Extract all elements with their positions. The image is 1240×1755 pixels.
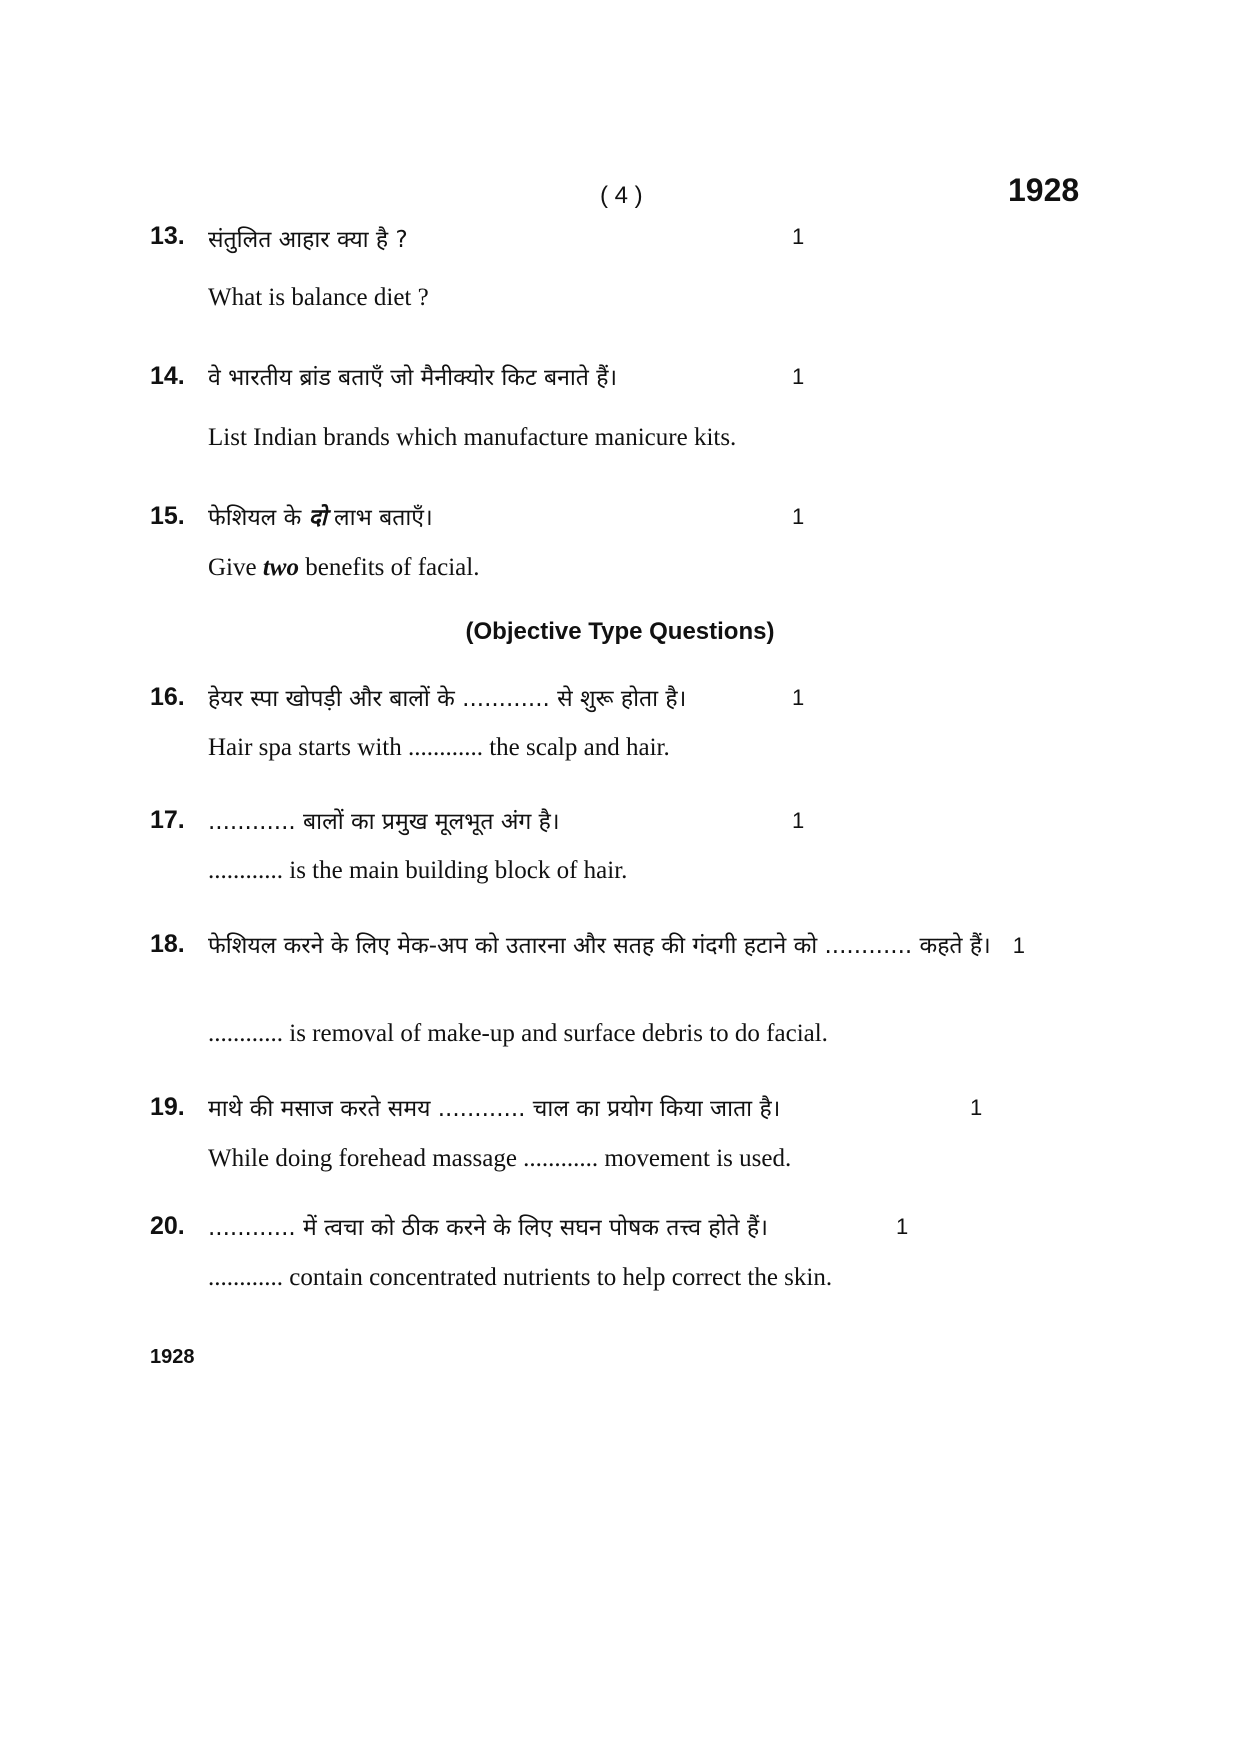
question-number: 14. bbox=[150, 362, 185, 390]
footer-paper-code: 1928 bbox=[150, 1346, 195, 1368]
question-hindi: वे भारतीय ब्रांड बताएँ जो मैनीक्योर किट बनाते हैं। bbox=[208, 365, 618, 391]
question-marks: 1 bbox=[792, 808, 805, 833]
question-number: 16. bbox=[150, 683, 185, 711]
page-number: ( 4 ) bbox=[600, 182, 643, 209]
question-english: ............ contain concentrated nutrients to help correct the skin. bbox=[208, 1264, 833, 1291]
question-hindi: माथे की मसाज करते समय ............ चाल का प्रयोग किया जाता है। bbox=[208, 1096, 781, 1122]
emphasis-word: दो bbox=[308, 505, 327, 531]
paper-code: 1928 bbox=[1008, 172, 1080, 208]
emphasis-word: two bbox=[262, 554, 299, 581]
question-hindi bbox=[208, 500, 433, 532]
question-hindi-part: लाभ बताएँ। bbox=[334, 505, 433, 531]
question-marks: 1 bbox=[792, 685, 805, 710]
question-english-part: Give bbox=[208, 554, 257, 581]
question-english: List Indian brands which manufacture manicure kits. bbox=[208, 424, 737, 451]
question-english: Hair spa starts with ............ the scalp and hair. bbox=[208, 734, 670, 761]
question-marks: 1 bbox=[896, 1214, 909, 1239]
question-hindi: हेयर स्पा खोपड़ी और बालों के ............ से शुरू होता है। bbox=[208, 686, 687, 712]
question-hindi: संतुलित आहार क्या है ? bbox=[208, 227, 408, 253]
question-english: ............ is removal of make-up and surface debris to do facial. bbox=[208, 1020, 828, 1047]
question-marks: 1 bbox=[970, 1095, 983, 1120]
question-hindi-part: फेशियल के bbox=[208, 505, 302, 531]
question-english: ............ is the main building block of hair. bbox=[208, 857, 628, 884]
question-number: 19. bbox=[150, 1093, 185, 1121]
question-english-part: benefits of facial. bbox=[305, 554, 480, 581]
question-english: What is balance diet ? bbox=[208, 284, 429, 311]
question-number: 20. bbox=[150, 1212, 185, 1240]
section-heading: (Objective Type Questions) bbox=[465, 618, 775, 645]
question-marks: 1 bbox=[792, 224, 805, 249]
question-number: 15. bbox=[150, 502, 185, 530]
question-english bbox=[208, 554, 479, 582]
question-hindi: ............ बालों का प्रमुख मूलभूत अंग है। bbox=[208, 809, 560, 835]
question-marks: 1 bbox=[792, 504, 805, 529]
question-hindi-text: फेशियल करने के लिए मेक-अप को उतारना और सतह की गंदगी हटाने को ............ कहते हैं। bbox=[208, 933, 991, 959]
question-marks: 1 bbox=[1012, 933, 1025, 958]
question-number: 18. bbox=[150, 930, 185, 958]
question-hindi bbox=[208, 926, 1090, 966]
question-marks: 1 bbox=[792, 364, 805, 389]
question-english: While doing forehead massage ............ movement is used. bbox=[208, 1145, 792, 1172]
question-number: 13. bbox=[150, 222, 185, 250]
question-number: 17. bbox=[150, 806, 185, 834]
question-hindi: ............ में त्वचा को ठीक करने के लिए सघन पोषक तत्त्व होते हैं। bbox=[208, 1215, 768, 1241]
